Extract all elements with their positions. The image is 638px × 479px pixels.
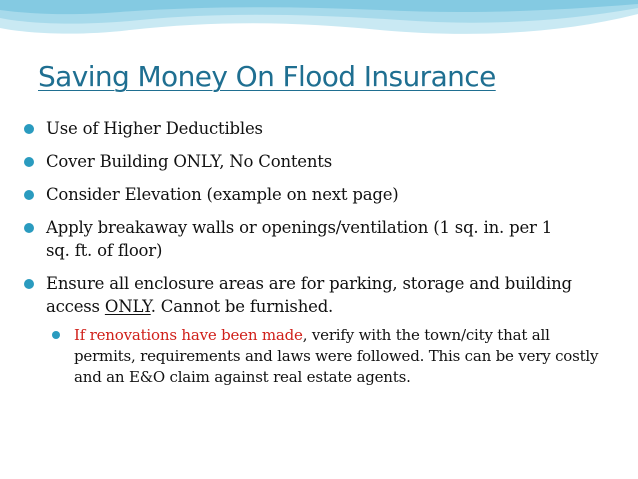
bullet-dot-icon (24, 124, 34, 134)
bullet-emphasis: ONLY (104, 297, 151, 316)
bullet-item (20, 183, 610, 206)
bullet-text-before: Ensure all enclosure areas are for parking, storage and building access (46, 274, 572, 316)
bullet-text: Consider Elevation (example on next page) (46, 185, 399, 204)
bullet-list (20, 117, 610, 388)
decorative-wave-header (0, 0, 638, 52)
bullet-item (20, 117, 610, 140)
slide-title: Saving Money On Flood Insurance (38, 60, 496, 93)
bullet-text: Cover Building ONLY, No Contents (46, 152, 332, 171)
bullet-dot-icon (24, 279, 34, 289)
bullet-dot-icon (24, 223, 34, 233)
bullet-item (20, 272, 610, 318)
bullet-text-after: . Cannot be furnished. (150, 297, 334, 316)
sub-bullet-dot-icon (52, 331, 60, 339)
bullet-text: Use of Higher Deductibles (46, 119, 263, 138)
bullet-item (20, 150, 610, 173)
bullet-item (20, 216, 610, 262)
sub-bullet-item (20, 325, 610, 388)
bullet-dot-icon (24, 157, 34, 167)
bullet-dot-icon (24, 190, 34, 200)
bullet-text: Apply breakaway walls or openings/ventilation (1 sq. in. per 1 sq. ft. of floor) (46, 218, 553, 260)
sub-bullet-text: , verify with the town/city that all permits, requirements and laws were followed. This can be very costly and an E&O claim against real estate agents. (74, 326, 599, 386)
sub-bullet-highlight: If renovations have been made (74, 326, 303, 344)
